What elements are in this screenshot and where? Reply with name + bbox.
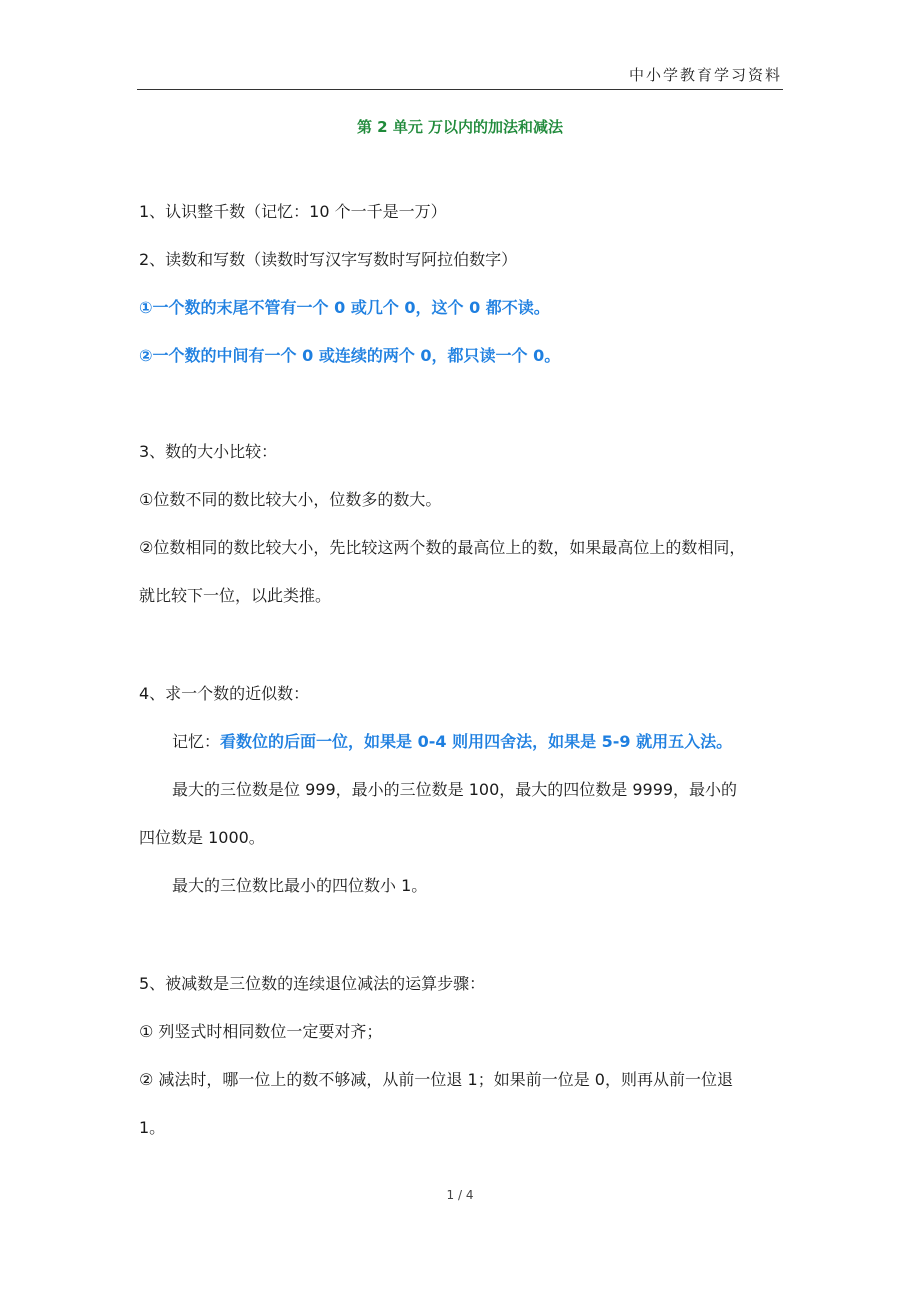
memo-line (172, 729, 732, 752)
comparison-rule-1: ①位数不同的数比较大小，位数多的数大。 (139, 490, 442, 509)
memo-label: 记忆： (172, 732, 221, 751)
header-divider (137, 89, 783, 90)
reading-rule-2: ②一个数的中间有一个 0 或连续的两个 0，都只读一个 0。 (139, 346, 561, 365)
header-label: 中小学教育学习资料 (628, 66, 782, 84)
reading-rule-1: ①一个数的末尾不管有一个 0 或几个 0，这个 0 都不读。 (139, 298, 550, 317)
fact-2: 最大的三位数比最小的四位数小 1。 (172, 876, 428, 895)
section-2-heading: 2、读数和写数（读数时写汉字写数时写阿拉伯数字） (139, 250, 518, 269)
step-1: ① 列竖式时相同数位一定要对齐； (139, 1022, 383, 1041)
fact-1-line-2: 四位数是 1000。 (139, 828, 265, 847)
step-2-line-2: 1。 (139, 1118, 166, 1137)
comparison-rule-2-line-1: ②位数相同的数比较大小，先比较这两个数的最高位上的数，如果最高位上的数相同， (139, 538, 746, 557)
page-title: 第 2 单元 万以内的加法和减法 (356, 118, 564, 136)
section-4-heading: 4、求一个数的近似数： (139, 684, 310, 703)
fact-1-line-1: 最大的三位数是位 999，最小的三位数是 100，最大的四位数是 9999，最小的 (172, 780, 738, 799)
section-3-heading: 3、数的大小比较： (139, 442, 278, 461)
section-1-heading: 1、认识整千数（记忆：10 个一千是一万） (139, 202, 447, 221)
comparison-rule-2-line-2: 就比较下一位，以此类推。 (139, 586, 332, 605)
memo-text: 看数位的后面一位，如果是 0-4 则用四舍法，如果是 5-9 就用五入法。 (220, 732, 733, 751)
section-5-heading: 5、被减数是三位数的连续退位减法的运算步骤： (139, 974, 486, 993)
page-number: 1 / 4 (446, 1188, 474, 1202)
step-2-line-1: ② 减法时，哪一位上的数不够减，从前一位退 1；如果前一位是 0，则再从前一位退 (139, 1070, 733, 1089)
